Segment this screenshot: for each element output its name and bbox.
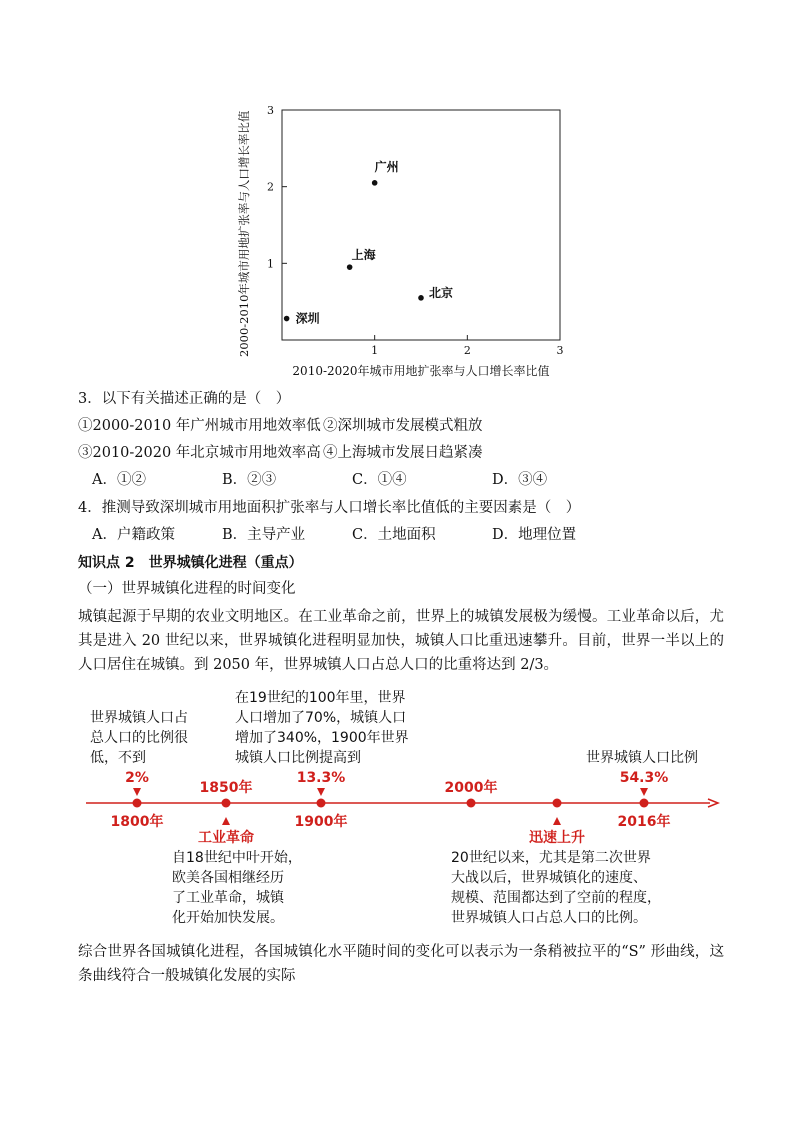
dot-2016 bbox=[640, 799, 649, 808]
year-1900: 1900年 bbox=[294, 814, 348, 830]
dot-2000 bbox=[467, 799, 476, 808]
y-tick-label: 2 bbox=[267, 180, 274, 194]
note-1900-line-2: 人口增加了70%，城镇人口 bbox=[235, 710, 407, 726]
marker-arrow-1800 bbox=[133, 788, 141, 796]
note-industrial-line-2: 欧美各国相继经历 bbox=[172, 870, 284, 886]
note-1900-line-4: 城镇人口比例提高到 bbox=[235, 750, 361, 766]
q3-option-d[interactable]: D．③④ bbox=[492, 472, 548, 488]
marker-arrow-industrial bbox=[222, 817, 230, 825]
data-point bbox=[347, 264, 353, 270]
note-rapid-line-1: 20世纪以来，尤其是第二次世界 bbox=[451, 850, 651, 866]
year-1850: 1850年 bbox=[199, 780, 253, 796]
paragraph-2: 综合世界各国城镇化进程，各国城镇化水平随时间的变化可以表示为一条稍被拉平的“S” 形曲线，这条曲线符合一般城镇化发展的实际 bbox=[78, 944, 724, 984]
dot-rapid bbox=[553, 799, 562, 808]
note-1900-line-3: 增加了340%，1900年世界 bbox=[235, 730, 409, 746]
note-rapid-line-3: 规模、范围都达到了空前的程度， bbox=[451, 890, 661, 906]
q4-option-c[interactable]: C．土地面积 bbox=[352, 527, 436, 543]
q3-statement-4: ④上海城市发展日趋紧凑 bbox=[323, 445, 483, 461]
label-rapid-rise: 迅速上升 bbox=[529, 830, 585, 846]
data-point-label: 深圳 bbox=[295, 311, 320, 326]
q3-option-a[interactable]: A．①② bbox=[92, 472, 146, 488]
y-tick-label: 3 bbox=[267, 104, 274, 117]
pct-2016: 54.3% bbox=[619, 770, 669, 786]
label-industrial-revolution: 工业革命 bbox=[198, 830, 254, 846]
x-tick-label: 3 bbox=[556, 344, 564, 357]
marker-arrow-2016 bbox=[640, 788, 648, 796]
note-1800-line-3: 低，不到 bbox=[90, 750, 146, 766]
section-subheading: （一）世界城镇化进程的时间变化 bbox=[78, 581, 296, 597]
note-2016: 世界城镇人口比例 bbox=[586, 750, 698, 766]
q3-option-b[interactable]: B．②③ bbox=[222, 472, 277, 488]
q3-statement-1: ①2000-2010 年广州城市用地效率低 bbox=[78, 418, 321, 434]
urbanization-timeline bbox=[78, 684, 724, 934]
data-point bbox=[372, 180, 378, 186]
q3-option-c[interactable]: C．①④ bbox=[352, 472, 407, 488]
q4-option-b[interactable]: B．主导产业 bbox=[222, 527, 306, 543]
note-industrial-line-4: 化开始加快发展。 bbox=[172, 910, 284, 926]
data-point-label: 广州 bbox=[374, 159, 399, 174]
q3-statement-2: ②深圳城市发展模式粗放 bbox=[323, 418, 483, 434]
data-point bbox=[418, 295, 424, 301]
note-rapid-line-4: 世界城镇人口占总人口的比例。 bbox=[451, 910, 647, 926]
marker-arrow-rapid bbox=[553, 817, 561, 825]
y-tick-label: 1 bbox=[267, 257, 274, 271]
note-1800-line-2: 总人口的比例很 bbox=[90, 730, 188, 746]
q3-statement-3: ③2010-2020 年北京城市用地效率高 bbox=[78, 445, 321, 461]
year-1800: 1800年 bbox=[110, 814, 164, 830]
note-1800-line-1: 世界城镇人口占 bbox=[90, 710, 188, 726]
dot-1900 bbox=[317, 799, 326, 808]
note-industrial-line-3: 了工业革命，城镇 bbox=[172, 890, 284, 906]
year-2016: 2016年 bbox=[617, 814, 671, 830]
dot-1850 bbox=[222, 799, 231, 808]
paragraph-1: 城镇起源于早期的农业文明地区。在工业革命之前，世界上的城镇发展极为缓慢。工业革命以后，尤其是进入 20 世纪以来，世界城镇化进程明显加快，城镇人口比重迅速攀升。目前，世界一半以上的人口居住在城镇。到 2050 年，世界城镇人口占总人口的比重将达到 2/3。 bbox=[78, 609, 724, 673]
data-point-label: 上海 bbox=[351, 248, 376, 263]
x-tick-label: 1 bbox=[371, 344, 379, 357]
y-axis-label: 2000-2010年城市用地扩张率与人口增长率比值 bbox=[237, 110, 251, 357]
note-1900-line-1: 在19世纪的100年里，世界 bbox=[235, 690, 406, 706]
data-point bbox=[284, 316, 290, 322]
data-point-label: 北京 bbox=[429, 285, 454, 300]
q4-option-a[interactable]: A．户籍政策 bbox=[92, 527, 175, 543]
section-heading: 知识点 2 世界城镇化进程（重点） bbox=[78, 555, 303, 571]
q3-stem: 3．以下有关描述正确的是（ ） bbox=[78, 391, 291, 407]
plot-frame bbox=[282, 110, 560, 340]
note-industrial-line-1: 自18世纪中叶开始， bbox=[172, 850, 302, 866]
dot-1800 bbox=[133, 799, 142, 808]
q4-option-d[interactable]: D．地理位置 bbox=[492, 527, 577, 543]
marker-arrow-1900 bbox=[317, 788, 325, 796]
x-tick-label: 2 bbox=[463, 344, 471, 357]
pct-1800: 2% bbox=[125, 770, 149, 786]
scatter-chart bbox=[230, 95, 580, 380]
year-2000: 2000年 bbox=[444, 780, 498, 796]
pct-1900: 13.3% bbox=[296, 770, 346, 786]
q4-stem: 4．推测导致深圳城市用地面积扩张率与人口增长率比值低的主要因素是（ ） bbox=[78, 500, 581, 516]
note-rapid-line-2: 大战以后，世界城镇化的速度、 bbox=[451, 870, 647, 886]
x-axis-label: 2010-2020年城市用地扩张率与人口增长率比值 bbox=[292, 364, 550, 378]
